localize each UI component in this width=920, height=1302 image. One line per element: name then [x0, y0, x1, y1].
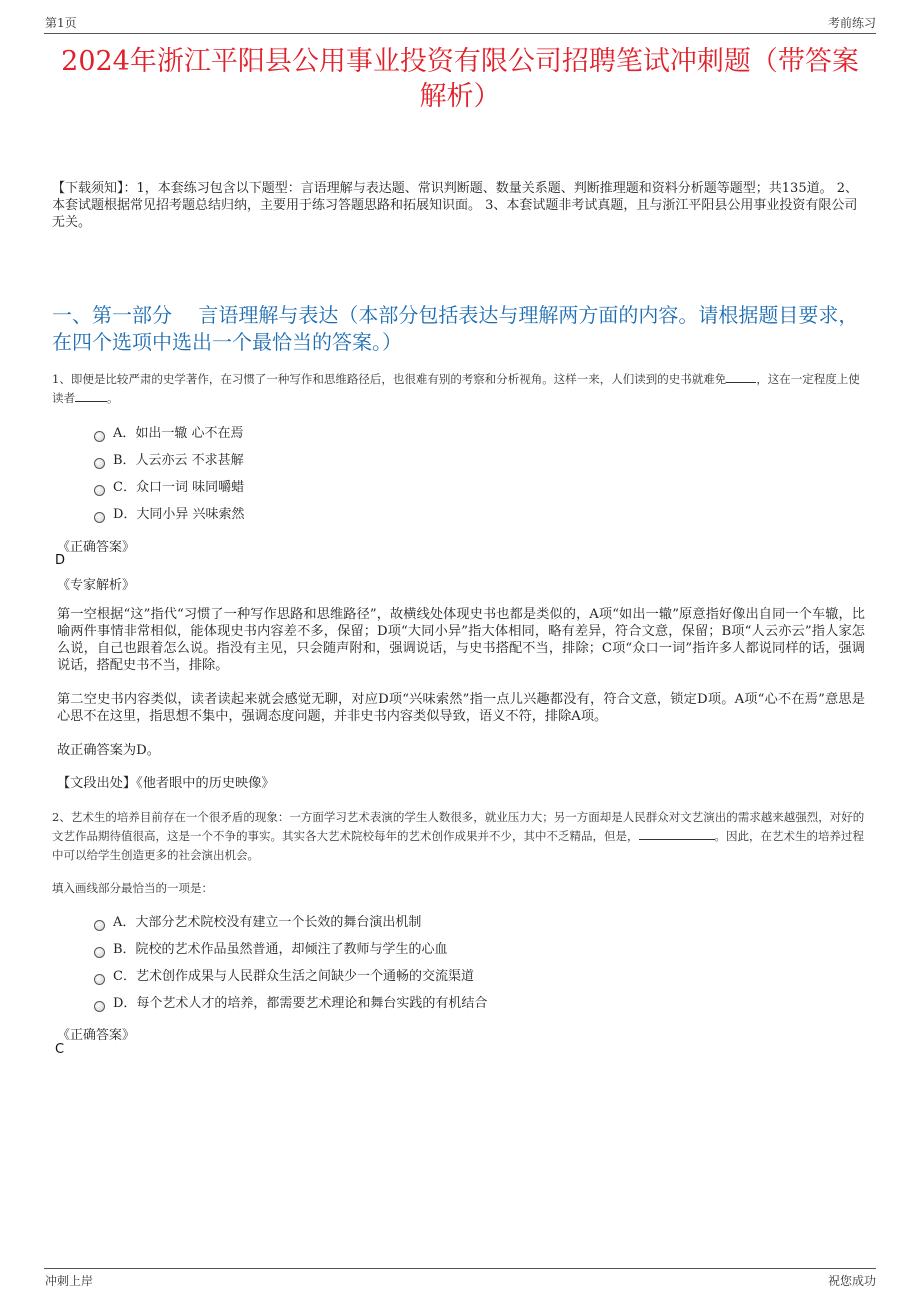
question-1-text-a: 1、即便是比较严肃的史学著作，在习惯了一种写作和思维路径后，也很难有别的考察和分析视角。这样一来，人们读到的史书就难免 — [52, 372, 727, 386]
question-1-text-c: 。 — [107, 391, 119, 405]
q1-analysis-paragraph-2: 第二空史书内容类似，读者读起来就会感觉无聊，对应D项“兴味索然”指一点儿兴趣都没有，符合文意，锁定D项。A项“心不在焉”意思是心思不在这里，指思想不集中，强调态度问题，并非史书内容类似导致，语义不符，排除A项。 — [57, 692, 865, 724]
q1-option-c[interactable] — [94, 479, 244, 497]
footer-left-label: 冲刺上岸 — [45, 1274, 94, 1288]
q1-answer-label: 《正确答案》 — [57, 540, 136, 555]
radio-icon[interactable] — [94, 512, 105, 523]
blank-line — [726, 371, 756, 383]
q2-option-d[interactable] — [94, 995, 487, 1013]
radio-icon[interactable] — [94, 431, 105, 442]
download-notice: 【下载须知】：1，本套练习包含以下题型：言语理解与表达题、常识判断题、数量关系题、判断推理题和资料分析题等题型；共135道。 2、本套试题根据常见招考题总结归纳，主要用于练习答题思路和拓展知识面。 3、本套试题非考试真题，且与浙江平阳县公用事业投资有限公司无关。 — [52, 181, 858, 230]
radio-icon[interactable] — [94, 458, 105, 469]
q2-answer: C — [55, 1042, 65, 1057]
blank-line — [75, 390, 107, 402]
question-1-stem — [52, 370, 870, 408]
footer-divider — [44, 1268, 876, 1269]
option-label: C．众口一词 味同嚼蜡 — [113, 480, 245, 495]
footer-right-label: 祝您成功 — [827, 1274, 876, 1288]
option-label: D．每个艺术人才的培养，都需要艺术理论和舞台实践的有机结合 — [113, 996, 488, 1011]
option-label: B．院校的艺术作品虽然普通，却倾注了教师与学生的心血 — [113, 942, 448, 957]
radio-icon[interactable] — [94, 920, 105, 931]
q1-text-source: 【文段出处】《他者眼中的历史映像》 — [57, 776, 275, 791]
q1-analysis-label: 《专家解析》 — [57, 578, 136, 593]
page-number: 第1页 — [45, 16, 77, 30]
radio-icon[interactable] — [94, 974, 105, 985]
q2-answer-label: 《正确答案》 — [57, 1028, 136, 1043]
q2-option-a[interactable] — [94, 914, 421, 932]
q2-option-c[interactable] — [94, 968, 474, 986]
header-label: 考前练习 — [827, 16, 876, 30]
option-label: A．如出一辙 心不在焉 — [113, 426, 244, 441]
radio-icon[interactable] — [94, 947, 105, 958]
option-label: B．人云亦云 不求甚解 — [113, 453, 244, 468]
document-title: 2024年浙江平阳县公用事业投资有限公司招聘笔试冲刺题（带答案解析） — [61, 46, 859, 112]
q1-option-b[interactable] — [94, 452, 244, 470]
q1-analysis-paragraph-1: 第一空根据“这”指代“习惯了一种写作思路和思维路径”，故横线处体现史书也都是类似的，A项“如出一辙”原意指好像出自同一个车辙，比喻两件事情非常相似，能体现史书内容差不多，保留；D项“大同小异”指大体相同，略有差异，符合文意，保留；B项“人云亦云”指人家怎么说，自己也跟着怎么说。指没有主见，只会随声附和，强调说话，与史书搭配不当，排除；C项“众口一词”指许多人都说同样的话，强调说话，搭配史书不当，排除。 — [57, 607, 865, 673]
radio-icon[interactable] — [94, 1001, 105, 1012]
option-label: D．大同小异 兴味索然 — [113, 507, 245, 522]
header-divider — [44, 33, 876, 34]
q1-option-a[interactable] — [94, 425, 244, 443]
radio-icon[interactable] — [94, 485, 105, 496]
question-1-text-b: ，这在一定程度上使读者 — [52, 372, 860, 405]
blank-line — [639, 828, 715, 840]
option-label: C．艺术创作成果与人民群众生活之间缺少一个通畅的交流渠道 — [113, 969, 474, 984]
question-2-text-a: 2、艺术生的培养目前存在一个很矛盾的现象：一方面学习艺术表演的学生人数很多，就业压力大；另一方面却是人民群众对文艺演出的需求越来越强烈，对好的文艺作品期待值很高，这是一个不争的事实。其实各大艺术院校每年的艺术创作成果并不少，其中不乏精品，但是， — [52, 810, 865, 843]
question-2-text-b: 。因此，在艺术生的培养过程中可以给学生创造更多的社会演出机会。 — [52, 829, 864, 862]
option-label: A．大部分艺术院校没有建立一个长效的舞台演出机制 — [113, 915, 422, 930]
question-2-stem — [52, 808, 870, 865]
q1-answer: D — [55, 553, 66, 568]
q1-analysis-conclusion: 故正确答案为D。 — [57, 743, 160, 758]
section-heading: 一、第一部分 言语理解与表达（本部分包括表达与理解两方面的内容。请根据题目要求，在四个选项中选出一个最恰当的答案。） — [52, 303, 859, 354]
question-2-prompt: 填入画线部分最恰当的一项是： — [52, 881, 213, 895]
q1-option-d[interactable] — [94, 506, 245, 524]
q2-option-b[interactable] — [94, 941, 448, 959]
